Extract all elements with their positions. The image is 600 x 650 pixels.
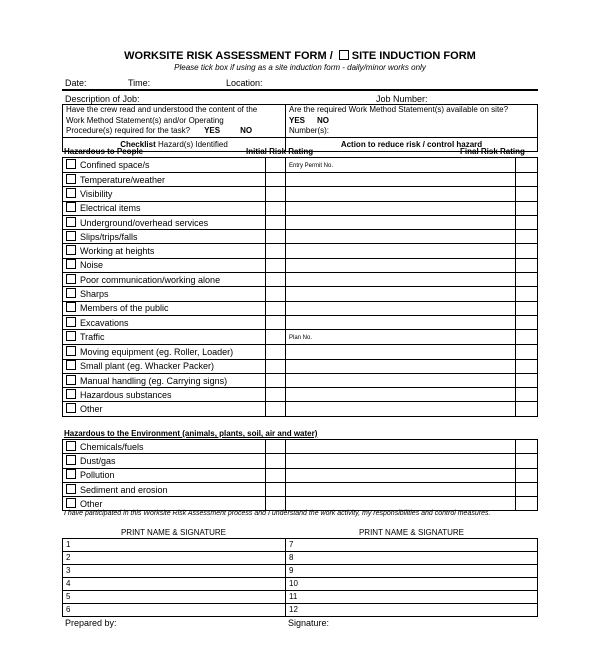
action-cell[interactable]: [286, 158, 516, 173]
hazard-cell: [63, 187, 266, 201]
title-right: SITE INDUCTION FORM: [351, 50, 476, 62]
hazard-label: Members of the public: [80, 303, 169, 314]
description-label: Description of Job:: [65, 94, 140, 104]
hazard-checkbox[interactable]: [66, 403, 76, 413]
final-risk-cell[interactable]: [516, 215, 538, 229]
hazard-label: Moving equipment (eg. Roller, Loader): [80, 346, 234, 357]
hazard-label: Underground/overhead services: [80, 217, 209, 228]
hazard-label: Slips/trips/falls: [80, 231, 138, 242]
hazard-label: Dust/gas: [80, 455, 116, 466]
checklist-bold: Checklist: [120, 139, 156, 149]
initial-risk-cell[interactable]: [266, 373, 286, 387]
final-risk-cell[interactable]: [516, 244, 538, 258]
final-risk-cell[interactable]: [516, 273, 538, 287]
hazard-cell: [63, 454, 266, 468]
hazard-row: [63, 468, 538, 482]
hazard-checkbox[interactable]: [66, 274, 76, 284]
action-note: Entry Permit No.: [289, 163, 334, 169]
final-risk-cell[interactable]: [516, 345, 538, 359]
action-cell[interactable]: [286, 273, 516, 287]
action-cell[interactable]: [286, 315, 516, 329]
hazard-cell: [63, 468, 266, 482]
hazard-checkbox[interactable]: [66, 498, 76, 508]
hazard-label: Poor communication/working alone: [80, 274, 221, 285]
hazard-label: Other: [80, 404, 103, 415]
signature-cell[interactable]: 5: [63, 591, 286, 604]
signature-cell[interactable]: 3: [63, 565, 286, 578]
hazard-row: [63, 244, 538, 258]
hazard-label: Noise: [80, 260, 104, 271]
statement: I have participated in this Worksite Risk Assessment process and I understand the work activity, my responsibilities and control measures.: [64, 510, 491, 517]
signature-row: [63, 578, 538, 591]
hazard-checkbox[interactable]: [66, 375, 76, 385]
initial-risk-cell[interactable]: [266, 301, 286, 315]
environment-hazard-table: [62, 439, 538, 511]
hazard-checkbox[interactable]: [66, 259, 76, 269]
signature-row: [63, 539, 538, 552]
hazard-cell: [63, 345, 266, 359]
initial-risk-cell[interactable]: [266, 201, 286, 215]
initial-risk-cell[interactable]: [266, 273, 286, 287]
final-risk-header: Final Risk Rating: [460, 147, 525, 156]
initial-risk-cell[interactable]: [266, 482, 286, 496]
final-risk-cell[interactable]: [516, 301, 538, 315]
hazard-checkbox[interactable]: [66, 331, 76, 341]
signature-row: [63, 565, 538, 578]
action-cell[interactable]: [286, 173, 516, 187]
final-risk-cell[interactable]: [516, 230, 538, 244]
signature-header-left: PRINT NAME & SIGNATURE: [120, 528, 227, 537]
environment-header: Hazardous to the Environment (animals, plants, soil, air and water): [64, 429, 318, 438]
prepared-by-label: Prepared by:: [65, 618, 117, 628]
location-label: Location:: [226, 78, 263, 88]
final-risk-cell[interactable]: [516, 454, 538, 468]
wms-table: [62, 104, 538, 152]
hazard-checkbox[interactable]: [66, 360, 76, 370]
final-risk-cell[interactable]: [516, 402, 538, 416]
people-header: Hazardous to People: [64, 147, 144, 156]
initial-risk-cell[interactable]: [266, 230, 286, 244]
action-cell[interactable]: [286, 201, 516, 215]
hazard-cell: [63, 215, 266, 229]
form-title: [0, 50, 600, 62]
hazard-row: [63, 158, 538, 173]
action-header: Action to reduce risk / control hazard: [286, 138, 538, 152]
initial-risk-cell[interactable]: [266, 388, 286, 402]
action-cell[interactable]: [286, 482, 516, 496]
time-label: Time:: [128, 78, 151, 88]
hazard-checkbox[interactable]: [66, 174, 76, 184]
date-label: Date:: [65, 78, 87, 88]
signature-cell[interactable]: 6: [63, 604, 286, 617]
hazard-cell: [63, 330, 266, 345]
hazard-cell: [63, 273, 266, 287]
initial-risk-header: Initial Risk Rating: [246, 147, 314, 156]
hazard-label: Sharps: [80, 289, 109, 300]
signature-header-right: PRINT NAME & SIGNATURE: [358, 528, 465, 537]
hazard-checkbox[interactable]: [66, 455, 76, 465]
hazard-checkbox[interactable]: [66, 441, 76, 451]
hazard-cell: [63, 402, 266, 416]
q1-line: Procedure(s) required for the task?: [66, 126, 191, 136]
hazard-row: [63, 330, 538, 345]
hazard-cell: [63, 173, 266, 187]
hazard-checkbox[interactable]: [66, 484, 76, 494]
hazard-row: [63, 482, 538, 496]
q2-line: Are the required Work Method Statement(s) available on site?: [289, 105, 509, 114]
signature-row: [63, 591, 538, 604]
initial-risk-cell[interactable]: [266, 287, 286, 301]
signature-label: Signature:: [288, 618, 330, 628]
hazard-row: [63, 201, 538, 215]
hazard-label: Excavations: [80, 317, 129, 328]
final-risk-cell[interactable]: [516, 330, 538, 345]
hazard-cell: [63, 301, 266, 315]
hazard-label: Sediment and erosion: [80, 484, 168, 495]
initial-risk-cell[interactable]: [266, 440, 286, 454]
hazard-row: [63, 187, 538, 201]
initial-risk-cell[interactable]: [266, 454, 286, 468]
hazard-row: [63, 215, 538, 229]
hazard-checkbox[interactable]: [66, 188, 76, 198]
hazard-row: [63, 440, 538, 454]
final-risk-cell[interactable]: [516, 482, 538, 496]
initial-risk-cell[interactable]: [266, 187, 286, 201]
hazard-row: [63, 373, 538, 387]
signature-cell[interactable]: 8: [286, 552, 538, 565]
hazard-checkbox[interactable]: [66, 469, 76, 479]
signature-table: [62, 538, 538, 617]
hazard-checkbox[interactable]: [66, 389, 76, 399]
initial-risk-cell[interactable]: [266, 173, 286, 187]
hazard-row: [63, 402, 538, 416]
initial-risk-cell[interactable]: [266, 468, 286, 482]
signature-cell[interactable]: 12: [286, 604, 538, 617]
site-induction-checkbox[interactable]: [339, 50, 349, 60]
hazard-cell: [63, 230, 266, 244]
final-risk-cell[interactable]: [516, 388, 538, 402]
action-cell[interactable]: [286, 330, 516, 345]
q1-line: Work Method Statement(s) and/or Operating: [66, 115, 224, 125]
hazard-label: Confined space/s: [80, 160, 150, 170]
hazard-cell: [63, 258, 266, 272]
signature-cell[interactable]: 7: [286, 539, 538, 552]
final-risk-cell[interactable]: [516, 315, 538, 329]
signature-row: [63, 604, 538, 617]
hazard-cell: [63, 244, 266, 258]
hazard-checkbox[interactable]: [66, 317, 76, 327]
final-risk-cell[interactable]: [516, 359, 538, 373]
action-cell[interactable]: [286, 373, 516, 387]
no-option[interactable]: NO: [317, 115, 330, 125]
action-note: Plan No.: [289, 335, 313, 342]
final-risk-cell[interactable]: [516, 201, 538, 215]
hazard-label: Other: [80, 498, 103, 509]
hazard-label: Pollution: [80, 470, 115, 481]
hazard-row: [63, 258, 538, 272]
hazard-row: [63, 287, 538, 301]
hazard-label: Traffic: [80, 332, 105, 343]
hazard-checkbox[interactable]: [66, 302, 76, 312]
yes-option[interactable]: YES: [204, 126, 221, 136]
hazard-row: [63, 454, 538, 468]
final-risk-cell[interactable]: [516, 187, 538, 201]
action-cell[interactable]: [286, 215, 516, 229]
hazard-row: [63, 315, 538, 329]
signature-cell[interactable]: 10: [286, 578, 538, 591]
action-cell[interactable]: [286, 230, 516, 244]
initial-risk-cell[interactable]: [266, 359, 286, 373]
initial-risk-cell[interactable]: [266, 315, 286, 329]
wms-available-cell: [286, 105, 538, 138]
title-left: WORKSITE RISK ASSESSMENT FORM /: [124, 50, 333, 62]
hazard-cell: [63, 201, 266, 215]
final-risk-cell[interactable]: [516, 468, 538, 482]
hazard-checkbox[interactable]: [66, 346, 76, 356]
hazard-label: Chemicals/fuels: [80, 441, 144, 452]
action-cell[interactable]: [286, 468, 516, 482]
hazard-checkbox[interactable]: [66, 202, 76, 212]
hazard-checkbox[interactable]: [66, 231, 76, 241]
initial-risk-cell[interactable]: [266, 158, 286, 173]
action-cell[interactable]: [286, 454, 516, 468]
signature-cell[interactable]: 11: [286, 591, 538, 604]
action-cell[interactable]: [286, 345, 516, 359]
final-risk-cell[interactable]: [516, 258, 538, 272]
hazard-label: Electrical items: [80, 203, 141, 214]
final-risk-cell[interactable]: [516, 440, 538, 454]
checklist-rest: Hazard(s) Identified: [158, 139, 228, 149]
hazard-row: [63, 345, 538, 359]
final-risk-cell[interactable]: [516, 173, 538, 187]
action-cell[interactable]: [286, 244, 516, 258]
subtitle: Please tick box if using as a site induction form - daily/minor works only: [174, 63, 426, 72]
hazard-row: [63, 230, 538, 244]
action-cell[interactable]: [286, 402, 516, 416]
initial-risk-cell[interactable]: [266, 330, 286, 345]
numbers-field[interactable]: Number(s):: [289, 126, 330, 136]
signature-cell[interactable]: 1: [63, 539, 286, 552]
initial-risk-cell[interactable]: [266, 215, 286, 229]
final-risk-cell[interactable]: [516, 373, 538, 387]
initial-risk-cell[interactable]: [266, 258, 286, 272]
people-hazard-table: [62, 157, 538, 417]
hazard-cell: [63, 359, 266, 373]
hazard-label: Visibility: [80, 188, 113, 199]
hazard-label: Small plant (eg. Whacker Packer): [80, 361, 215, 372]
initial-risk-cell[interactable]: [266, 345, 286, 359]
hazard-row: [63, 359, 538, 373]
action-cell[interactable]: [286, 258, 516, 272]
hazard-checkbox[interactable]: [66, 288, 76, 298]
action-cell[interactable]: [286, 388, 516, 402]
hazard-cell: [63, 440, 266, 454]
hazard-label: Working at heights: [80, 246, 155, 257]
hazard-row: [63, 388, 538, 402]
hazard-cell: [63, 158, 266, 173]
hazard-checkbox[interactable]: [66, 245, 76, 255]
hazard-checkbox[interactable]: [66, 217, 76, 227]
signature-cell[interactable]: 4: [63, 578, 286, 591]
hazard-cell: [63, 287, 266, 301]
hazard-cell: [63, 482, 266, 496]
hazard-row: [63, 273, 538, 287]
q1-line: Have the crew read and understood the content of the: [66, 105, 258, 114]
hazard-label: Manual handling (eg. Carrying signs): [80, 375, 228, 386]
initial-risk-cell[interactable]: [266, 244, 286, 258]
action-cell[interactable]: [286, 359, 516, 373]
yes-option[interactable]: YES: [289, 115, 306, 125]
divider: [62, 89, 538, 91]
final-risk-cell[interactable]: [516, 158, 538, 173]
action-cell[interactable]: [286, 187, 516, 201]
hazard-label: Hazardous substances: [80, 389, 172, 400]
signature-cell[interactable]: 9: [286, 565, 538, 578]
signature-cell[interactable]: 2: [63, 552, 286, 565]
final-risk-cell[interactable]: [516, 287, 538, 301]
action-cell[interactable]: [286, 301, 516, 315]
hazard-checkbox[interactable]: [66, 159, 76, 169]
hazard-cell: [63, 373, 266, 387]
action-cell[interactable]: [286, 287, 516, 301]
hazard-cell: [63, 315, 266, 329]
hazard-row: [63, 301, 538, 315]
hazard-label: Temperature/weather: [80, 174, 166, 185]
job-number-label: Job Number:: [376, 94, 428, 104]
initial-risk-cell[interactable]: [266, 402, 286, 416]
hazard-row: [63, 173, 538, 187]
signature-row: [63, 552, 538, 565]
wms-question-cell: [63, 105, 286, 138]
hazard-cell: [63, 388, 266, 402]
action-cell[interactable]: [286, 440, 516, 454]
no-option[interactable]: NO: [240, 126, 253, 136]
